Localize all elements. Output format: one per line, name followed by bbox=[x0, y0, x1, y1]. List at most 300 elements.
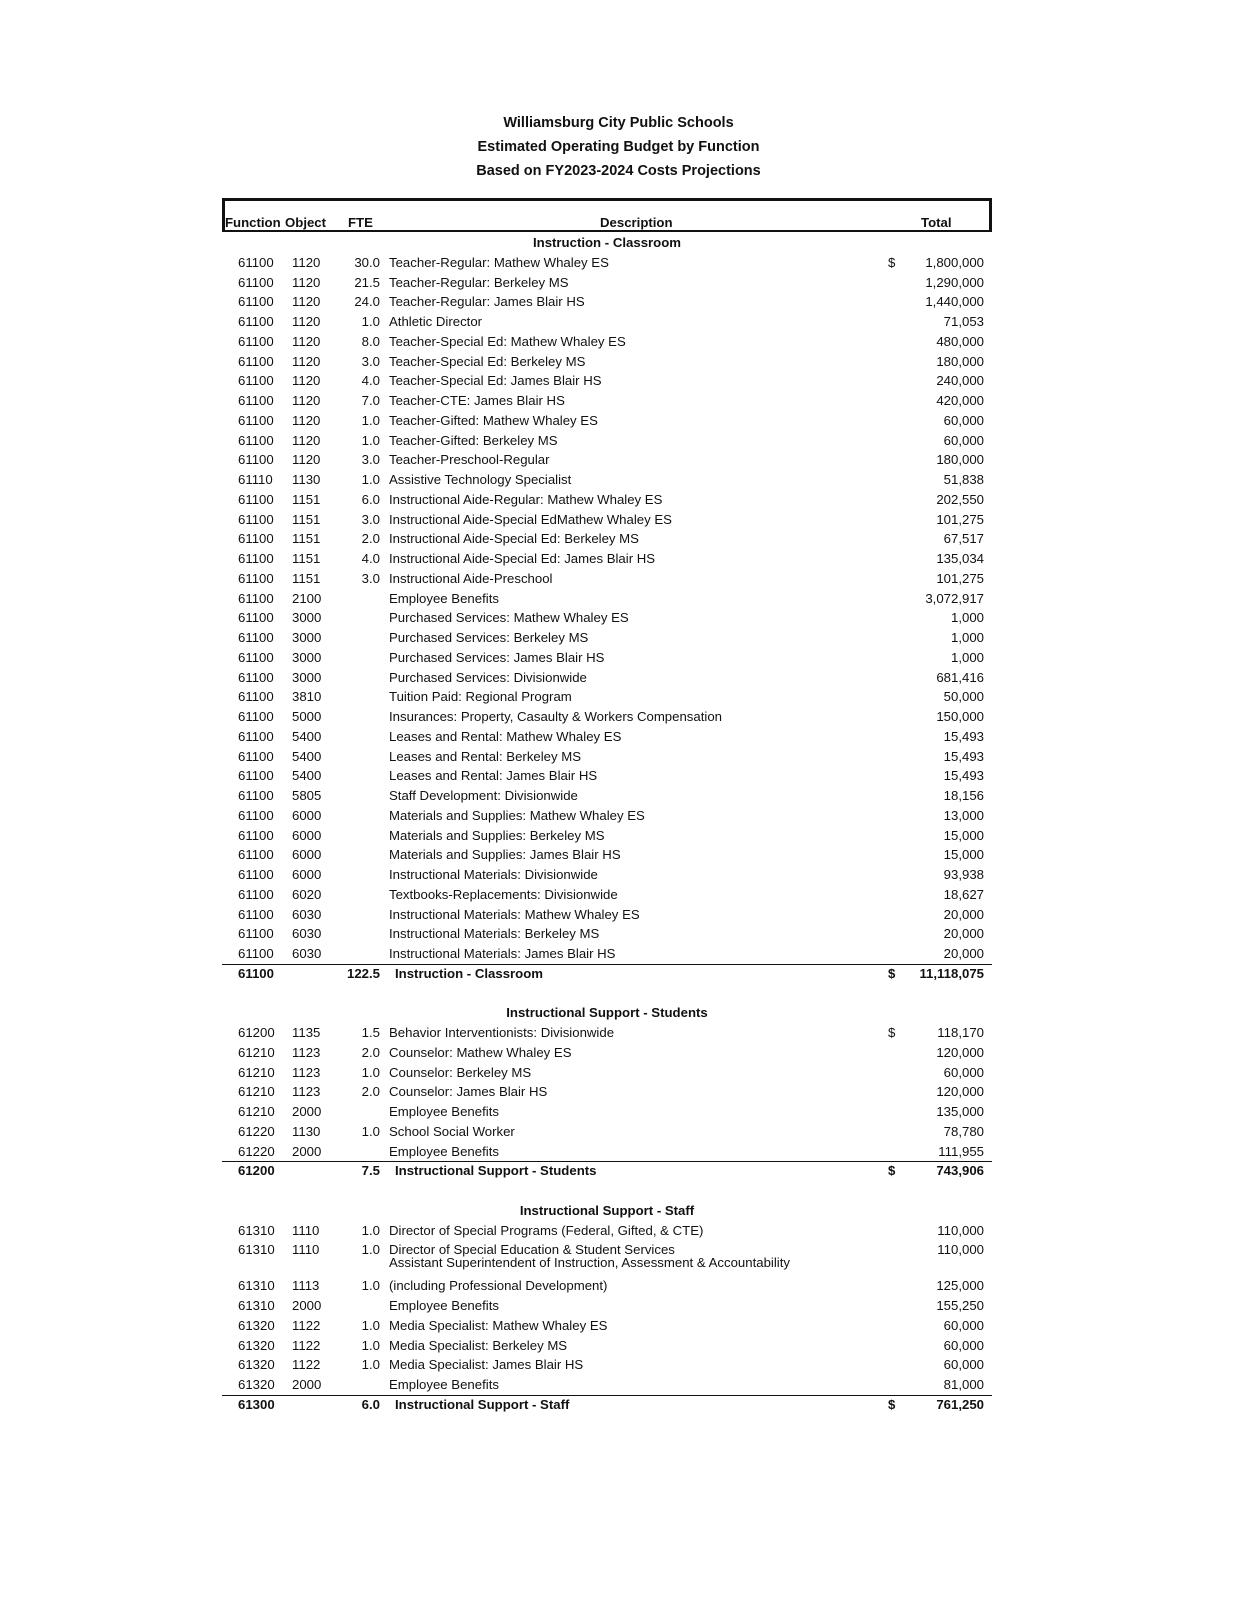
table-row bbox=[222, 1240, 992, 1274]
total-amount: 111,955 bbox=[938, 1143, 984, 1159]
fte-value: 2.0 bbox=[361, 1044, 380, 1060]
function-code: 61210 bbox=[238, 1084, 275, 1100]
function-code: 61100 bbox=[238, 748, 274, 764]
table-header bbox=[222, 198, 992, 232]
description: Counselor: Berkeley MS bbox=[389, 1064, 532, 1080]
object-code: 5000 bbox=[292, 709, 322, 724]
total-amount: 20,000 bbox=[943, 946, 984, 961]
function-code: 61310 bbox=[238, 1242, 275, 1258]
total-amount: 51,838 bbox=[943, 472, 984, 487]
total-amount: 15,000 bbox=[943, 827, 984, 843]
function-code: 61100 bbox=[238, 610, 274, 626]
table-row bbox=[222, 589, 992, 609]
object-code: 1122 bbox=[292, 1357, 321, 1373]
table-row bbox=[222, 1023, 992, 1043]
function-code: 61310 bbox=[238, 1222, 275, 1238]
total-amount: 1,000 bbox=[950, 649, 984, 665]
total-amount: 50,000 bbox=[943, 689, 984, 705]
object-code: 2000 bbox=[292, 1104, 322, 1119]
object-code: 6000 bbox=[292, 847, 322, 863]
total-dollar-sign: $ bbox=[888, 1396, 896, 1412]
description: Teacher-CTE: James Blair HS bbox=[389, 393, 565, 408]
description: Teacher-Regular: James Blair HS bbox=[389, 294, 585, 310]
description: Media Specialist: James Blair HS bbox=[389, 1357, 584, 1373]
function-code: 61100 bbox=[238, 412, 274, 428]
total-amount: 60,000 bbox=[943, 432, 984, 448]
table-row bbox=[222, 865, 992, 885]
total-amount: 1,000 bbox=[950, 610, 984, 626]
header-function: Function bbox=[225, 215, 281, 230]
table-row bbox=[222, 707, 992, 727]
total-amount: 110,000 bbox=[937, 1222, 984, 1238]
table-row bbox=[222, 747, 992, 767]
table-row bbox=[222, 450, 992, 470]
fte-value: 1.0 bbox=[361, 314, 380, 329]
total-function-code: 61100 bbox=[238, 965, 274, 981]
object-code: 1151 bbox=[292, 491, 321, 507]
dollar-sign: $ bbox=[888, 254, 896, 270]
table-row bbox=[222, 1122, 992, 1142]
function-code: 61210 bbox=[238, 1064, 275, 1080]
function-code: 61210 bbox=[238, 1104, 275, 1119]
table-row bbox=[222, 885, 992, 905]
function-code: 61220 bbox=[238, 1143, 275, 1159]
table-row bbox=[222, 1276, 992, 1296]
total-amount: 3,072,917 bbox=[925, 590, 984, 606]
total-amount: 120,000 bbox=[936, 1084, 984, 1100]
function-code: 61100 bbox=[238, 531, 274, 547]
table-row bbox=[222, 431, 992, 451]
fte-value: 1.0 bbox=[361, 1278, 380, 1294]
total-amount: 78,780 bbox=[943, 1123, 984, 1139]
fte-value: 1.5 bbox=[361, 1025, 380, 1040]
table-row bbox=[222, 1082, 992, 1102]
table-row bbox=[222, 470, 992, 490]
function-code: 61100 bbox=[238, 353, 274, 369]
object-code: 5400 bbox=[292, 728, 322, 744]
section-total-row bbox=[222, 964, 992, 984]
description: Materials and Supplies: James Blair HS bbox=[389, 847, 621, 863]
object-code: 3000 bbox=[292, 610, 322, 626]
total-amount: 681,416 bbox=[936, 669, 984, 685]
description: Purchased Services: Mathew Whaley ES bbox=[389, 610, 629, 626]
function-code: 61220 bbox=[238, 1123, 275, 1139]
total-amount: 150,000 bbox=[936, 709, 984, 724]
section-total-amount: 743,906 bbox=[936, 1163, 984, 1179]
dollar-sign: $ bbox=[888, 1025, 896, 1040]
description: Employee Benefits bbox=[389, 1298, 499, 1313]
function-code: 61100 bbox=[238, 491, 274, 507]
section-total-amount: 11,118,075 bbox=[919, 965, 984, 981]
header-object: Object bbox=[285, 215, 327, 230]
table-row bbox=[222, 1063, 992, 1083]
table-row bbox=[222, 766, 992, 786]
header-total: Total bbox=[921, 215, 952, 230]
fte-value: 1.0 bbox=[361, 1317, 380, 1333]
function-code: 61100 bbox=[238, 254, 274, 270]
function-code: 61100 bbox=[238, 511, 274, 527]
object-code: 3810 bbox=[292, 689, 322, 705]
description: Teacher-Special Ed: Berkeley MS bbox=[389, 353, 586, 369]
object-code: 1135 bbox=[292, 1025, 321, 1040]
total-description: Instruction - Classroom bbox=[395, 965, 544, 981]
description: Employee Benefits bbox=[389, 590, 499, 606]
function-code: 61100 bbox=[238, 669, 274, 685]
description: Instructional Materials: Divisionwide bbox=[389, 867, 598, 882]
description: Employee Benefits bbox=[389, 1104, 499, 1119]
fte-value: 24.0 bbox=[354, 294, 380, 310]
fte-value: 1.0 bbox=[361, 1357, 380, 1373]
fte-value: 7.0 bbox=[361, 393, 380, 408]
object-code: 1113 bbox=[292, 1278, 320, 1294]
description: Teacher-Special Ed: Mathew Whaley ES bbox=[389, 333, 626, 349]
fte-value: 4.0 bbox=[361, 551, 380, 566]
description: Instructional Aide-Special Ed: James Blair HS bbox=[389, 551, 656, 566]
object-code: 5400 bbox=[292, 748, 322, 764]
fte-value: 3.0 bbox=[361, 511, 380, 527]
object-code: 1122 bbox=[292, 1317, 321, 1333]
description: Behavior Interventionists: Divisionwide bbox=[389, 1025, 615, 1040]
object-code: 1130 bbox=[292, 1123, 321, 1139]
description: Teacher-Regular: Mathew Whaley ES bbox=[389, 254, 609, 270]
description: Purchased Services: James Blair HS bbox=[389, 649, 605, 665]
description: School Social Worker bbox=[389, 1123, 515, 1139]
table-row bbox=[222, 1102, 992, 1122]
description: Materials and Supplies: Mathew Whaley ES bbox=[389, 807, 645, 823]
object-code: 1120 bbox=[292, 254, 321, 270]
table-row bbox=[222, 608, 992, 628]
object-code: 6030 bbox=[292, 926, 322, 942]
fte-value: 3.0 bbox=[361, 570, 380, 586]
table-row bbox=[222, 727, 992, 747]
description: Leases and Rental: Berkeley MS bbox=[389, 748, 582, 764]
function-code: 61100 bbox=[238, 728, 274, 744]
description: Teacher-Gifted: Berkeley MS bbox=[389, 432, 558, 448]
object-code: 1120 bbox=[292, 412, 321, 428]
object-code: 1120 bbox=[292, 373, 321, 389]
function-code: 61100 bbox=[238, 807, 274, 823]
description: (including Professional Development) bbox=[389, 1278, 608, 1294]
function-code: 61100 bbox=[238, 788, 274, 803]
total-amount: 118,170 bbox=[937, 1025, 984, 1040]
object-code: 1120 bbox=[292, 452, 321, 468]
total-amount: 60,000 bbox=[943, 1064, 984, 1080]
total-description: Instructional Support - Students bbox=[395, 1163, 597, 1179]
function-code: 61100 bbox=[238, 294, 274, 310]
description: Employee Benefits bbox=[389, 1143, 499, 1159]
table-row bbox=[222, 1142, 992, 1162]
object-code: 1151 bbox=[292, 570, 321, 586]
object-code: 6030 bbox=[292, 906, 322, 922]
total-amount: 60,000 bbox=[943, 1337, 984, 1353]
total-amount: 67,517 bbox=[943, 531, 984, 547]
table-row bbox=[222, 944, 992, 964]
object-code: 3000 bbox=[292, 649, 322, 665]
total-amount: 1,290,000 bbox=[925, 274, 984, 290]
total-amount: 15,493 bbox=[943, 728, 984, 744]
description: Staff Development: Divisionwide bbox=[389, 788, 578, 803]
function-code: 61100 bbox=[238, 452, 274, 468]
total-amount: 125,000 bbox=[936, 1278, 984, 1294]
description: Teacher-Regular: Berkeley MS bbox=[389, 274, 569, 290]
description: Leases and Rental: James Blair HS bbox=[389, 768, 598, 784]
fte-value: 1.0 bbox=[361, 412, 380, 428]
total-function-code: 61300 bbox=[238, 1396, 275, 1412]
function-code: 61100 bbox=[238, 946, 274, 961]
function-code: 61100 bbox=[238, 867, 274, 882]
page-title bbox=[0, 111, 1237, 183]
total-amount: 155,250 bbox=[936, 1298, 984, 1313]
total-amount: 81,000 bbox=[943, 1377, 984, 1392]
description: Counselor: James Blair HS bbox=[389, 1084, 548, 1100]
total-dollar-sign: $ bbox=[888, 1163, 896, 1179]
table-row bbox=[222, 411, 992, 431]
fte-value: 1.0 bbox=[361, 1064, 380, 1080]
total-amount: 180,000 bbox=[936, 353, 984, 369]
description: Tuition Paid: Regional Program bbox=[389, 689, 572, 705]
table-row bbox=[222, 569, 992, 589]
section-title: Instructional Support - Staff bbox=[519, 1202, 695, 1218]
function-code: 61100 bbox=[238, 827, 274, 843]
object-code: 6000 bbox=[292, 807, 322, 823]
table-row bbox=[222, 845, 992, 865]
function-code: 61100 bbox=[238, 333, 274, 349]
total-amount: 15,000 bbox=[943, 847, 984, 863]
title-line-1: Williamsburg City Public Schools bbox=[503, 115, 734, 131]
section-title: Instructional Support - Students bbox=[506, 1005, 708, 1021]
table-row bbox=[222, 668, 992, 688]
object-code: 6000 bbox=[292, 827, 322, 843]
function-code: 61310 bbox=[238, 1298, 275, 1313]
fte-value: 30.0 bbox=[354, 254, 380, 270]
total-dollar-sign: $ bbox=[888, 965, 896, 981]
object-code: 1120 bbox=[292, 353, 321, 369]
function-code: 61100 bbox=[238, 926, 274, 942]
total-amount: 18,627 bbox=[943, 886, 984, 902]
object-code: 6020 bbox=[292, 886, 322, 902]
object-code: 2000 bbox=[292, 1377, 322, 1392]
total-amount: 480,000 bbox=[936, 333, 984, 349]
function-code: 61110 bbox=[238, 472, 273, 487]
description: Athletic Director bbox=[389, 314, 483, 329]
total-amount: 202,550 bbox=[936, 491, 984, 507]
table-row bbox=[222, 490, 992, 510]
table-row bbox=[222, 1375, 992, 1395]
function-code: 61100 bbox=[238, 314, 274, 329]
function-code: 61100 bbox=[238, 886, 274, 902]
object-code: 5805 bbox=[292, 788, 322, 803]
title-line-2: Estimated Operating Budget by Function bbox=[477, 139, 760, 155]
total-fte: 7.5 bbox=[361, 1163, 380, 1179]
table-row bbox=[222, 1336, 992, 1356]
object-code: 1110 bbox=[292, 1222, 320, 1238]
table-row bbox=[222, 1355, 992, 1375]
description: Media Specialist: Mathew Whaley ES bbox=[389, 1317, 608, 1333]
table-row bbox=[222, 806, 992, 826]
fte-value: 1.0 bbox=[361, 1337, 380, 1353]
fte-value: 3.0 bbox=[361, 353, 380, 369]
function-code: 61200 bbox=[238, 1025, 275, 1040]
object-code: 2100 bbox=[292, 590, 322, 606]
object-code: 1123 bbox=[292, 1064, 321, 1080]
total-amount: 15,493 bbox=[943, 748, 984, 764]
description: Instructional Aide-Special Ed: Berkeley MS bbox=[389, 531, 639, 547]
total-fte: 6.0 bbox=[361, 1396, 380, 1412]
description: Counselor: Mathew Whaley ES bbox=[389, 1044, 572, 1060]
total-amount: 71,053 bbox=[943, 314, 984, 329]
table-row bbox=[222, 687, 992, 707]
total-amount: 93,938 bbox=[943, 867, 984, 882]
total-amount: 110,000 bbox=[937, 1242, 984, 1258]
function-code: 61100 bbox=[238, 393, 274, 408]
table-row bbox=[222, 786, 992, 806]
function-code: 61100 bbox=[238, 768, 274, 784]
object-code: 1151 bbox=[292, 531, 321, 547]
object-code: 1130 bbox=[292, 472, 321, 487]
function-code: 61100 bbox=[238, 373, 274, 389]
function-code: 61100 bbox=[238, 432, 274, 448]
total-amount: 1,000 bbox=[950, 630, 984, 645]
function-code: 61100 bbox=[238, 649, 274, 665]
section-total-amount: 761,250 bbox=[936, 1396, 984, 1412]
total-amount: 60,000 bbox=[943, 412, 984, 428]
section-total-row bbox=[222, 1395, 992, 1415]
description: Instructional Materials: Mathew Whaley ES bbox=[389, 906, 640, 922]
total-amount: 120,000 bbox=[936, 1044, 984, 1060]
table-row bbox=[222, 549, 992, 569]
object-code: 1110 bbox=[292, 1242, 320, 1258]
table-row bbox=[222, 391, 992, 411]
function-code: 61320 bbox=[238, 1377, 275, 1392]
fte-value: 1.0 bbox=[361, 1123, 380, 1139]
table-row bbox=[222, 905, 992, 925]
description: Instructional Aide-Regular: Mathew Whaley ES bbox=[389, 491, 663, 507]
description-line-2: Assistant Superintendent of Instruction, Assessment & Accountability bbox=[389, 1255, 790, 1271]
object-code: 1120 bbox=[292, 393, 321, 408]
description: Employee Benefits bbox=[389, 1377, 499, 1392]
header-fte: FTE bbox=[348, 215, 373, 230]
total-description: Instructional Support - Staff bbox=[395, 1396, 570, 1412]
function-code: 61100 bbox=[238, 906, 274, 922]
description: Instructional Aide-Preschool bbox=[389, 570, 553, 586]
table-row bbox=[222, 371, 992, 391]
fte-value: 21.5 bbox=[354, 274, 380, 290]
object-code: 2000 bbox=[292, 1298, 322, 1313]
function-code: 61100 bbox=[238, 709, 274, 724]
description: Instructional Materials: Berkeley MS bbox=[389, 926, 600, 942]
function-code: 61320 bbox=[238, 1337, 275, 1353]
description: Director of Special Education & Student Services bbox=[389, 1242, 675, 1258]
object-code: 5400 bbox=[292, 768, 322, 784]
total-amount: 13,000 bbox=[943, 807, 984, 823]
description: Teacher-Preschool-Regular bbox=[389, 452, 550, 468]
table-row bbox=[222, 510, 992, 530]
table-row bbox=[222, 253, 992, 273]
total-fte: 122.5 bbox=[346, 965, 380, 981]
description: Instructional Aide-Special EdMathew Whaley ES bbox=[389, 511, 672, 527]
total-amount: 20,000 bbox=[943, 906, 984, 922]
section-title: Instruction - Classroom bbox=[532, 235, 681, 250]
table-row bbox=[222, 1316, 992, 1336]
object-code: 1123 bbox=[292, 1044, 321, 1060]
total-amount: 135,034 bbox=[936, 551, 984, 566]
table-row bbox=[222, 273, 992, 293]
table-row bbox=[222, 352, 992, 372]
table-row bbox=[222, 332, 992, 352]
table-row bbox=[222, 1221, 992, 1241]
total-amount: 15,493 bbox=[943, 768, 984, 784]
object-code: 1151 bbox=[292, 551, 321, 566]
table-row bbox=[222, 924, 992, 944]
table-row bbox=[222, 529, 992, 549]
description: Teacher-Special Ed: James Blair HS bbox=[389, 373, 602, 389]
function-code: 61100 bbox=[238, 274, 274, 290]
total-amount: 1,440,000 bbox=[925, 294, 984, 310]
function-code: 61100 bbox=[238, 570, 274, 586]
fte-value: 1.0 bbox=[361, 1242, 380, 1258]
title-line-3: Based on FY2023-2024 Costs Projections bbox=[476, 163, 761, 179]
total-amount: 1,800,000 bbox=[925, 254, 984, 270]
total-amount: 101,275 bbox=[936, 511, 984, 527]
description: Insurances: Property, Casaulty & Workers Compensation bbox=[389, 709, 723, 724]
object-code: 2000 bbox=[292, 1143, 322, 1159]
description: Assistive Technology Specialist bbox=[389, 472, 572, 487]
total-amount: 60,000 bbox=[943, 1317, 984, 1333]
description: Textbooks-Replacements: Divisionwide bbox=[389, 886, 618, 902]
fte-value: 3.0 bbox=[361, 452, 380, 468]
object-code: 3000 bbox=[292, 669, 322, 685]
function-code: 61100 bbox=[238, 590, 274, 606]
function-code: 61310 bbox=[238, 1278, 275, 1294]
function-code: 61100 bbox=[238, 551, 274, 566]
function-code: 61100 bbox=[238, 630, 274, 645]
table-row bbox=[222, 648, 992, 668]
fte-value: 1.0 bbox=[361, 432, 380, 448]
table-row bbox=[222, 628, 992, 648]
object-code: 1120 bbox=[292, 274, 321, 290]
object-code: 3000 bbox=[292, 630, 322, 645]
function-code: 61320 bbox=[238, 1317, 275, 1333]
description: Purchased Services: Berkeley MS bbox=[389, 630, 589, 645]
table-row bbox=[222, 1296, 992, 1316]
fte-value: 8.0 bbox=[361, 333, 380, 349]
object-code: 1123 bbox=[292, 1084, 321, 1100]
description: Purchased Services: Divisionwide bbox=[389, 669, 587, 685]
total-amount: 20,000 bbox=[943, 926, 984, 942]
total-amount: 60,000 bbox=[943, 1357, 984, 1373]
header-description: Description bbox=[600, 215, 673, 230]
fte-value: 1.0 bbox=[361, 472, 380, 487]
function-code: 61100 bbox=[238, 689, 274, 705]
fte-value: 1.0 bbox=[361, 1222, 380, 1238]
description: Media Specialist: Berkeley MS bbox=[389, 1337, 568, 1353]
table-row bbox=[222, 312, 992, 332]
object-code: 1120 bbox=[292, 333, 321, 349]
table-row bbox=[222, 1043, 992, 1063]
table-row bbox=[222, 826, 992, 846]
fte-value: 2.0 bbox=[361, 531, 380, 547]
total-amount: 135,000 bbox=[936, 1104, 984, 1119]
object-code: 1120 bbox=[292, 432, 321, 448]
total-amount: 240,000 bbox=[936, 373, 984, 389]
total-amount: 420,000 bbox=[936, 393, 984, 408]
function-code: 61210 bbox=[238, 1044, 275, 1060]
description: Instructional Materials: James Blair HS bbox=[389, 946, 616, 961]
description: Teacher-Gifted: Mathew Whaley ES bbox=[389, 412, 598, 428]
description: Materials and Supplies: Berkeley MS bbox=[389, 827, 605, 843]
fte-value: 6.0 bbox=[361, 491, 380, 507]
total-amount: 18,156 bbox=[943, 788, 984, 803]
